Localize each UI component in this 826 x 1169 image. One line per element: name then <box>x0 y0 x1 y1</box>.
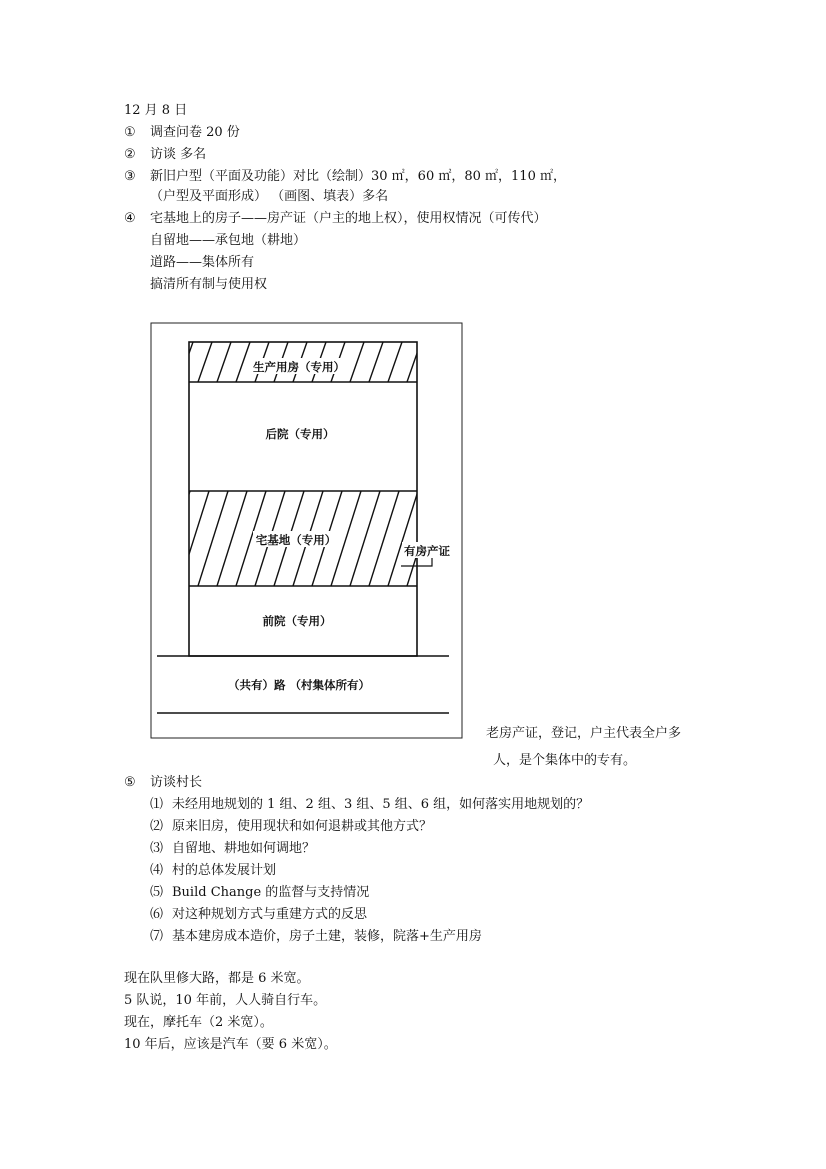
question-7-text: 基本建房成本造价，房子土建，装修，院落+生产用房 <box>172 929 482 944</box>
item-1-text: 调查问卷 20 份 <box>150 125 240 140</box>
item-1-number: ① <box>124 125 136 140</box>
question-4-text: 村的总体发展计划 <box>172 863 277 878</box>
question-5-text: Build Change 的监督与支持情况 <box>172 885 370 900</box>
question-6-text: 对这种规划方式与重建方式的反思 <box>172 907 368 922</box>
question-2-number: ⑵ <box>150 819 164 834</box>
item-3-text: 新旧户型（平面及功能）对比（绘制）30 ㎡，60 ㎡，80 ㎡，110 ㎡， <box>150 169 566 184</box>
footer-line-1: 现在队里修大路，都是 6 米宽。 <box>124 971 310 986</box>
question-2-text: 原来旧房，使用现状和如何退耕或其他方式？ <box>172 819 433 834</box>
item-3-number: ③ <box>124 169 136 184</box>
footer-line-3: 现在，摩托车（2 米宽）。 <box>124 1015 273 1030</box>
hatch-line <box>198 342 212 382</box>
question-5-number: ⑸ <box>150 885 164 900</box>
hatch-line <box>160 342 174 382</box>
zone-label-production-room: 生产用房（专用） <box>253 360 345 374</box>
hatch-line <box>350 342 364 382</box>
item-3-continuation: （户型及平面形成） （画图、填表）多名 <box>150 189 389 204</box>
hatch-line <box>426 491 456 586</box>
hatch-line <box>407 491 437 586</box>
hatch-line <box>388 342 402 382</box>
hatch-line <box>388 491 418 586</box>
section-5-title: 访谈村长 <box>150 775 203 790</box>
item-2-number: ② <box>124 147 136 162</box>
date-heading: 12 月 8 日 <box>124 103 188 118</box>
zone-label-back-yard: 后院（专用） <box>265 427 335 441</box>
question-4-number: ⑷ <box>150 863 164 878</box>
hatch-line <box>217 342 231 382</box>
question-1-text: 未经用地规划的 1 组、2 组、3 组、5 组、6 组，如何落实用地规划的？ <box>172 797 590 812</box>
section-5-number: ⑤ <box>124 775 136 790</box>
footer-line-4: 10 年后，应该是汽车（要 6 米宽）。 <box>124 1037 337 1052</box>
hatch-line <box>445 342 459 382</box>
zone-label-front-yard: 前院（专用） <box>262 614 332 628</box>
item-4-sub-1: 自留地——承包地（耕地） <box>150 233 307 248</box>
hatch-line <box>179 491 209 586</box>
diagram-frame <box>151 323 462 738</box>
hatch-line <box>179 342 193 382</box>
hatch-line <box>426 342 440 382</box>
callout-label-property-certificate: 有房产证 <box>404 544 450 558</box>
question-7-number: ⑺ <box>150 929 164 944</box>
road-label: （共有）路 （村集体所有） <box>227 678 371 692</box>
hatch-line <box>217 491 247 586</box>
hatch-line <box>350 491 380 586</box>
hatch-line <box>369 342 383 382</box>
parcel-outline <box>189 342 417 656</box>
hatch-line <box>160 491 190 586</box>
side-note-line-1: 老房产证，登记，户主代表全户多 <box>486 726 682 741</box>
item-4-sub-3: 搞清所有制与使用权 <box>150 277 268 292</box>
question-3-text: 自留地、耕地如何调地？ <box>172 841 316 856</box>
item-4-text: 宅基地上的房子——房产证（户主的地上权），使用权情况（可传代） <box>150 211 547 226</box>
item-4-sub-2: 道路——集体所有 <box>150 255 255 270</box>
question-3-number: ⑶ <box>150 841 164 856</box>
footer-line-2: 5 队说，10 年前，人人骑自行车。 <box>124 993 327 1008</box>
hatch-line <box>369 491 399 586</box>
zone-label-homestead: 宅基地（专用） <box>255 533 337 547</box>
item-2-text: 访谈 多名 <box>150 147 207 162</box>
hatch-line <box>407 342 421 382</box>
question-1-number: ⑴ <box>150 797 164 812</box>
hatch-line <box>445 491 475 586</box>
hatch-line <box>198 491 228 586</box>
side-note-line-2: 人，是个集体中的专有。 <box>493 753 637 768</box>
item-4-number: ④ <box>124 211 136 226</box>
question-6-number: ⑹ <box>150 907 164 922</box>
